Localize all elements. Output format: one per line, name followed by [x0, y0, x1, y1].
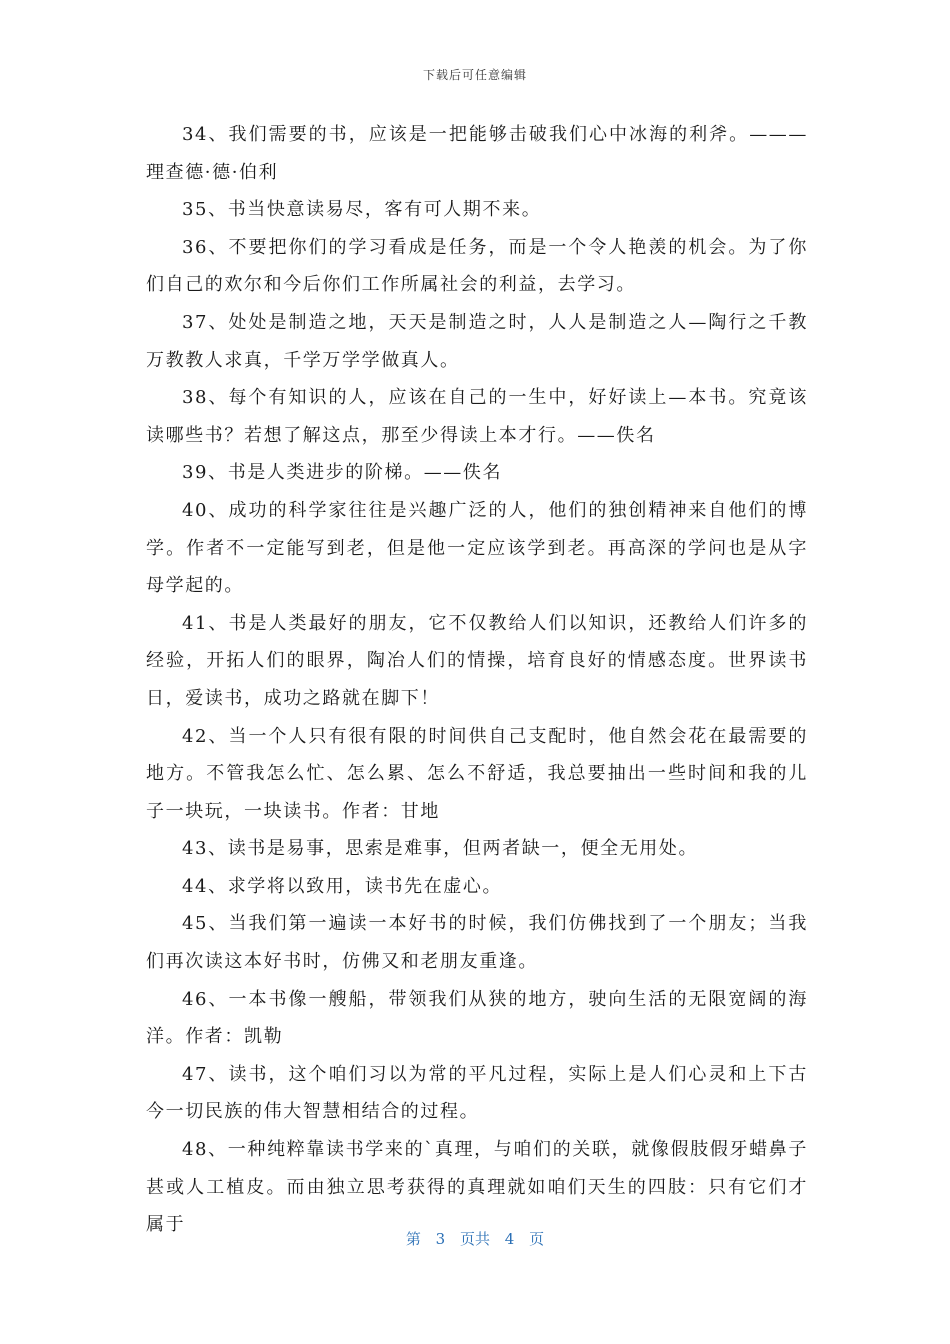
paragraph-39: 39、书是人类进步的阶梯。——佚名: [182, 462, 503, 484]
paragraph-36: 36、不要把你们的学习看成是任务，而是一个令人艳羡的机会。为了你们自己的欢尔和今后你们工作所属社会的利益，去学习。: [146, 236, 808, 296]
footer-total-word: 页共: [459, 1230, 490, 1248]
paragraph-37: 37、处处是制造之地，天天是制造之时，人人是制造之人—陶行之千教万教教人求真，千学万学学做真人。: [146, 311, 808, 371]
paragraph-43: 43、读书是易事，思索是难事，但两者缺一，便全无用处。: [182, 838, 699, 860]
paragraph-38: 38、每个有知识的人，应该在自己的一生中，好好读上—本书。究竟该读哪些书？若想了解这点，那至少得读上本才行。——佚名: [146, 387, 808, 446]
paragraph-46: 46、一本书像一艘船，带领我们从狭的地方，驶向生活的无限宽阔的海洋。作者：凯勒: [146, 988, 808, 1048]
paragraph-44: 44、求学将以致用，读书先在虚心。: [182, 875, 503, 897]
paragraph-45: 45、当我们第一遍读一本好书的时候，我们仿佛找到了一个朋友；当我们再次读这本好书时，仿佛又和老朋友重逢。: [146, 913, 808, 973]
paragraph-42: 42、当一个人只有很有限的时间供自己支配时，他自然会花在最需要的地方。不管我怎么忙、怎么累、怎么不舒适，我总要抽出一些时间和我的儿子一块玩，一块读书。作者：甘地: [146, 725, 808, 822]
footer-end-word: 页: [529, 1230, 545, 1248]
document-body: [146, 116, 808, 1244]
footer-page-word: 第: [405, 1230, 421, 1248]
footer-current-page: 3: [435, 1230, 446, 1248]
page-header: 下载后可任意编辑: [422, 68, 527, 82]
paragraph-48: 48、一种纯粹靠读书学来的`真理，与咱们的关联，就像假肢假牙蜡鼻子甚或人工植皮。而由独立思考获得的真理就如咱们天生的四肢：只有它们才属于: [146, 1139, 808, 1236]
paragraph-47: 47、读书，这个咱们习以为常的平凡过程，实际上是人们心灵和上下古今一切民族的伟大智慧相结合的过程。: [146, 1063, 808, 1123]
page-footer: [0, 1228, 950, 1249]
paragraph-40: 40、成功的科学家往往是兴趣广泛的人，他们的独创精神来自他们的博学。作者不一定能写到老，但是他一定应该学到老。再高深的学问也是从字母学起的。: [146, 499, 808, 597]
paragraph-34: 34、我们需要的书，应该是一把能够击破我们心中冰海的利斧。———理查德·德·伯利: [146, 124, 808, 183]
paragraph-35: 35、书当快意读易尽，客有可人期不来。: [182, 199, 542, 221]
paragraph-41: 41、书是人类最好的朋友，它不仅教给人们以知识，还教给人们许多的经验，开拓人们的眼界，陶冶人们的情操，培育良好的情感态度。世界读书日，爱读书，成功之路就在脚下！: [146, 612, 808, 709]
footer-total-pages: 4: [504, 1230, 515, 1248]
